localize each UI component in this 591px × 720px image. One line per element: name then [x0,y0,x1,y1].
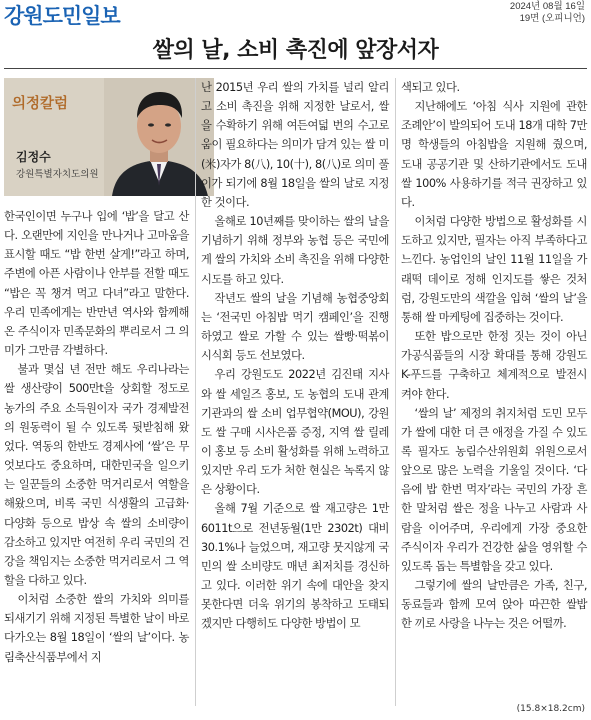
clipping-size-note: (15.8×18.2cm) [516,704,585,714]
paragraph: 난 2015년 우리 쌀의 가치를 널리 알리고 소비 촉진을 위해 지정한 날로서, 쌀을 수확하기 위해 여든여덟 번의 수고로움이 필요하다는 의미가 담겨 있는 쌀 미(米)자가 8(八), 10(十), 8(八)로 의미 풀이가 되기에 8월 18일을 쌀의 날로 지정한 것이다. [201,81,389,209]
dateline [510,1,585,25]
article-headline: 쌀의 날, 소비 촉진에 앞장서자 [152,38,439,63]
article-column-3 [401,78,587,634]
column-divider [195,78,196,706]
paragraph: 이처럼 소중한 쌀의 가치와 의미를 되새기기 위해 지정된 특별한 날이 바로 다가오는 8월 18일이 ‘쌀의 날’이다. 농림축산식품부에서 지 [4,593,189,664]
paragraph: 올해로 10년째를 맞이하는 쌀의 날을 기념하기 위해 정부와 농협 등은 국민에게 쌀의 가치와 소비 촉진을 위해 다양한 시도를 하고 있다. [201,215,389,286]
headline-rule [4,68,587,69]
author-name: 김정수 [16,150,51,164]
page-section: 19면 (오피니언) [519,13,585,24]
paragraph: 또한 밥으로만 한정 짓는 것이 아닌 가공식품들의 시장 확대를 통해 강원도 K-푸드를 구축하고 체계적으로 발전시켜야 한다. [401,330,587,401]
publication-date: 2024년 08월 16일 [509,1,585,12]
article-column-1 [4,207,189,667]
paragraph: 한국인이면 누구나 입에 ‘밥’을 달고 산다. 오랜만에 지인을 만나거나 고마움을 표시할 때도 “밥 한번 살게!”라고 하며, 주변에 아픈 사람이나 안부를 전할 때도 “밥은 꼭 챙겨 먹고 다녀”라고 말한다. 우리 민족에게는 반만년 역사와 함께해 온 주식이자 민족문화의 뿌리로서 그 의미가 그만큼 각별하다. [4,210,189,358]
paragraph: ‘쌀의 날’ 제정의 취지처럼 도민 모두가 쌀에 대한 더 큰 애정을 가질 수 있도록 필자도 농림수산위원회 위원으로서 앞으로 많은 노력을 기울일 것이다. ‘다음에 밥 한번 먹자’라는 국민의 가장 흔한 말처럼 쌀은 정을 나누고 사람과 사람을 이어주며, 우리에게 가장 중요한 주식이자 우리가 건강한 삶을 영위할 수 있도록 돕는 특별함을 갖고 있다. [401,406,587,573]
column-label: 의정칼럼 [12,96,69,112]
paragraph: 색되고 있다. [401,81,460,94]
paragraph: 그렇기에 쌀의 날만큼은 가족, 친구, 동료들과 함께 모여 앉아 따끈한 쌀밥 한 끼로 사랑을 나누는 것은 어떨까. [401,579,587,631]
author-title: 강원특별자치도의원 [16,169,99,180]
author-box [4,78,214,196]
column-divider [395,78,396,706]
masthead-logo: 강원도민일보 [4,4,120,28]
paragraph: 불과 몇십 년 전만 해도 우리나라는 쌀 생산량이 500만t을 상회할 정도로 농가의 주요 소득원이자 국가 경제발전의 원동력이 될 수 있도록 뒷받침해 왔었다. 역동의 한반도 경제사에 ‘쌀’은 무엇보다도 중요하며, 대한민국을 일으키는 일꾼들의 소중한 먹거리로서 역할을 해왔으며, 비록 국민 식생활의 고급화·다양화 등으로 밥상 속 쌀의 소비량이 감소하고 있지만 여전히 우리 국민의 건강을 책임지는 소중한 먹거리로서 그 역할을 다하고 있다. [4,363,189,587]
article-column-2 [201,78,389,634]
paragraph: 올해 7월 기준으로 쌀 재고량은 1만 6011t으로 전년동월(1만 2302t) 대비 30.1%나 늘었으며, 재고량 뭇지않게 국민의 쌀 소비량도 매년 최저치를 경신하고 있다. 이러한 위기 속에 대안을 찾지 못한다면 더욱 위기의 봉착하고 도태되겠지만 다행히도 다양한 방법이 모 [201,502,389,631]
paragraph: 지난해에도 ‘아침 식사 지원에 관한 조례안’이 발의되어 도내 18개 대학 7만 명 학생들의 아침밥을 지원해 줬으며, 도내 공공기관 및 산하기관에서도 도내 쌀 100% 사용하기를 적극 권장하고 있다. [401,100,587,209]
paragraph: 이처럼 다양한 방법으로 활성화를 시도하고 있지만, 필자는 아직 부족하다고 느낀다. 농업인의 날인 11월 11일을 가래떡 데이로 정해 인지도를 쌓은 것처럼, 강원도만의 색깔을 입혀 ‘쌀의 날’을 통해 쌀 마케팅에 집중하는 것이다. [401,215,587,324]
paragraph: 우리 강원도도 2022년 김진태 지사와 쌀 세일즈 홍보, 도 농협의 도내 관계기관과의 쌀 소비 업무협약(MOU), 강원도 쌀 구매 시사은품 증정, 지역 쌀 릴레이 홍보 등 소비 활성화를 위해 노력하고 있지만 우리 도가 처한 현실은 녹록지 않은 상황이다. [201,368,389,497]
author-portrait [104,78,214,196]
paragraph: 작년도 쌀의 날을 기념해 농협중앙회는 ‘전국민 아침밥 먹기 캠페인’을 진행하였고 쌀로 가할 수 있는 쌀빵·떡볶이 시식회 등도 선보였다. [201,291,389,363]
